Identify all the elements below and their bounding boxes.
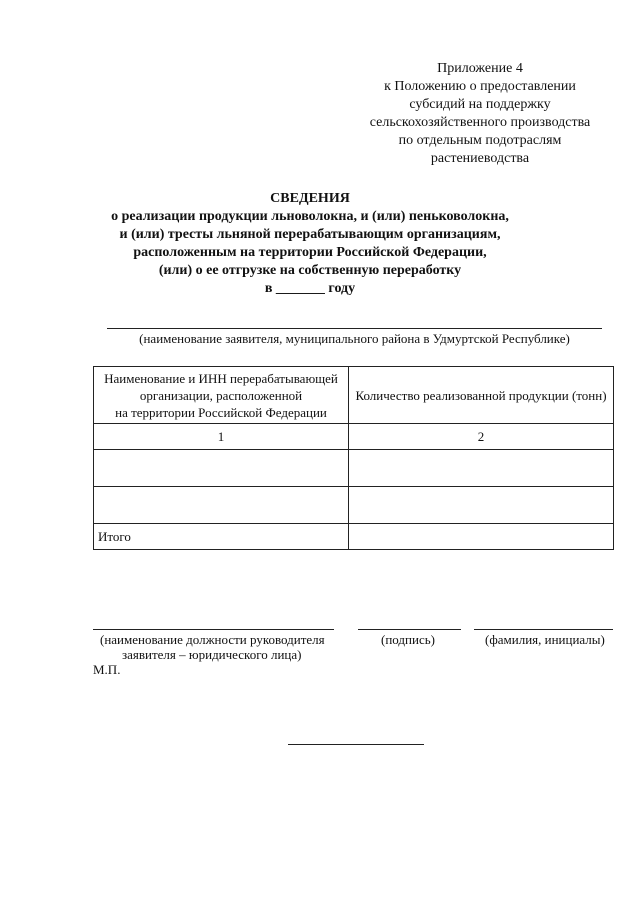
position-field-line <box>93 629 334 630</box>
name-field-line <box>474 629 613 630</box>
document-title <box>90 190 530 298</box>
stamp-placeholder: М.П. <box>93 662 121 677</box>
title-line: в _______ году <box>264 281 356 296</box>
applicant-caption: (наименование заявителя, муниципального района в Удмуртской Республике) <box>139 331 570 346</box>
annex-line: субсидий на поддержку <box>409 97 551 112</box>
column-number: 1 <box>94 424 349 450</box>
header-line: организации, расположенной <box>139 387 303 403</box>
title-line: расположенным на территории Российской Федерации, <box>133 245 487 260</box>
title-heading: СВЕДЕНИЯ <box>270 191 350 206</box>
header-line: на территории Российской Федерации <box>115 404 327 420</box>
annex-line: к Положению о предоставлении <box>384 79 576 94</box>
applicant-field-line <box>107 328 602 329</box>
annex-block <box>340 60 620 168</box>
annex-line: сельскохозяйственного производства <box>369 115 591 130</box>
annex-line: растениеводства <box>430 151 530 166</box>
name-caption: (фамилия, инициалы) <box>485 632 605 647</box>
signature-caption: (подпись) <box>381 632 435 647</box>
total-value-cell[interactable] <box>349 524 614 550</box>
table-cell[interactable] <box>94 487 349 524</box>
position-caption: (наименование должности руководителя <box>100 632 325 647</box>
position-caption-cont: заявителя – юридического лица) <box>122 647 302 662</box>
annex-line: по отдельным подотраслям <box>398 133 562 148</box>
total-row <box>94 524 614 550</box>
header-organization <box>94 367 349 424</box>
title-line: и (или) тресты льняной перерабатывающим организациям, <box>119 227 501 242</box>
signature-field-line <box>358 629 461 630</box>
table-cell[interactable] <box>94 450 349 487</box>
title-line: о реализации продукции льноволокна, и (или) пеньковолокна, <box>111 209 509 224</box>
table-row <box>94 450 614 487</box>
table-row <box>94 487 614 524</box>
products-table <box>93 366 614 550</box>
table-cell[interactable] <box>349 450 614 487</box>
column-number-row <box>94 424 614 450</box>
annex-line: Приложение 4 <box>437 61 523 76</box>
total-label: Итого <box>94 524 349 550</box>
title-line: (или) о ее отгрузке на собственную переработку <box>158 263 462 278</box>
table-header-row <box>94 367 614 424</box>
closing-line <box>288 744 424 745</box>
table-cell[interactable] <box>349 487 614 524</box>
header-line: Наименование и ИНН перерабатывающей <box>104 370 338 386</box>
header-quantity: Количество реализованной продукции (тонн) <box>349 367 614 424</box>
column-number: 2 <box>349 424 614 450</box>
